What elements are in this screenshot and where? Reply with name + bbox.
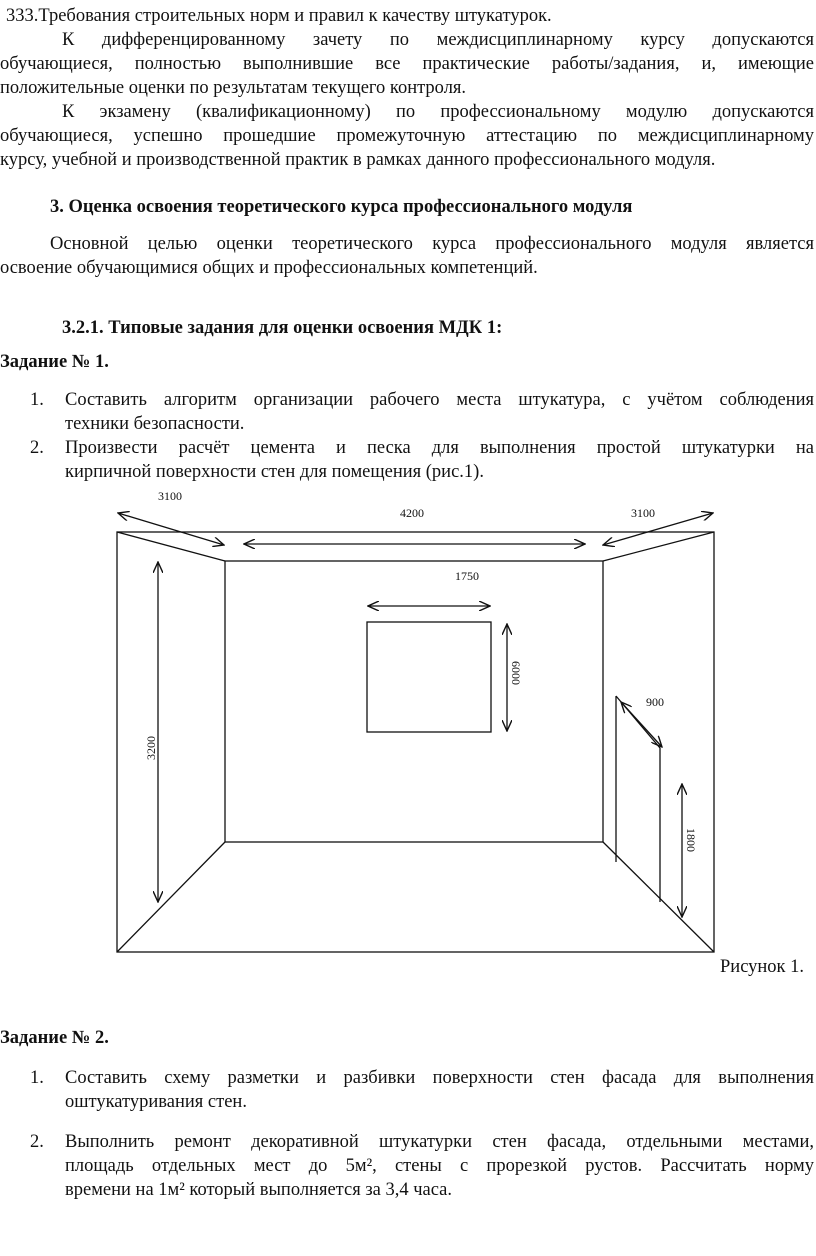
intro-paragraph-2-line-2: обучающиеся, успешно прошедшие промежуточную аттестацию по междисциплинарному — [0, 126, 814, 146]
task-2-item-1-line-2: оштукатуривания стен. — [65, 1092, 247, 1112]
label-left-wall-width: 3100 — [158, 489, 182, 503]
task-1-item-1-number: 1. — [30, 390, 44, 410]
intro-paragraph-2-line-1: К экзамену (квалификационному) по профессиональному модулю допускаются — [62, 102, 814, 122]
dim-arrow-right-wall — [603, 513, 713, 545]
task-2-item-2-line-2: площадь отдельных мест до 5м², стены с прорезкой рустов. Рассчитать норму — [65, 1156, 814, 1176]
label-room-height: 3200 — [144, 736, 158, 760]
window — [367, 622, 491, 732]
intro-paragraph-1-line-2: обучающиеся, полностью выполнившие все практические работы/задания, и, имеющие — [0, 54, 814, 74]
label-right-wall-width: 3100 — [631, 506, 655, 520]
figure-caption: Рисунок 1. — [720, 957, 805, 977]
door-outline — [616, 696, 660, 902]
task-1-title: Задание № 1. — [0, 352, 109, 372]
corner-bottom-right — [603, 842, 714, 952]
task-2-item-2-line-1: Выполнить ремонт декоративной штукатурки стен фасада, отдельными местами, — [65, 1132, 814, 1152]
dim-arrow-left-wall — [118, 513, 224, 545]
task-1-item-2-number: 2. — [30, 438, 44, 458]
back-wall — [225, 561, 603, 842]
label-window-width: 1750 — [455, 569, 479, 583]
task-2-title: Задание № 2. — [0, 1028, 109, 1048]
corner-top-right — [603, 532, 714, 561]
corner-bottom-left — [117, 842, 225, 952]
task-2-item-2-number: 2. — [30, 1132, 44, 1152]
task-1-item-2-line-1: Произвести расчёт цемента и песка для выполнения простой штукатурки на — [65, 438, 814, 458]
task-2-item-1-number: 1. — [30, 1068, 44, 1088]
subsection-heading: 3.2.1. Типовые задания для оценки освоения МДК 1: — [62, 318, 503, 338]
section-paragraph-line-1: Основной целью оценки теоретического курса профессионального модуля является — [50, 234, 814, 254]
task-1-item-1-line-1: Составить алгоритм организации рабочего места штукатура, с учётом соблюдения — [65, 390, 814, 410]
section-paragraph-line-2: освоение обучающимися общих и профессиональных компетенций. — [0, 258, 538, 278]
task-2-item-2-line-3: времени на 1м² который выполняется за 3,4 часа. — [65, 1180, 453, 1200]
intro-line: 333.Требования строительных норм и правил к качеству штукатурок. — [6, 6, 552, 26]
task-1-item-2-line-2: кирпичной поверхности стен для помещения (рис.1). — [65, 462, 484, 482]
task-1-item-1-line-2: техники безопасности. — [65, 414, 245, 434]
label-door-height: 1800 — [684, 828, 698, 852]
intro-paragraph-1-line-1: К дифференцированному зачету по междисциплинарному курсу допускаются — [62, 30, 814, 50]
corner-top-left — [117, 532, 225, 561]
intro-paragraph-1-line-3: положительные оценки по результатам текущего контроля. — [0, 78, 467, 98]
label-back-wall-width: 4200 — [400, 506, 424, 520]
intro-paragraph-2-line-3: курсу, учебной и производственной практик в рамках данного профессионального модуля. — [0, 150, 716, 170]
label-door-width: 900 — [646, 695, 664, 709]
task-2-item-1-line-1: Составить схему разметки и разбивки поверхности стен фасада для выполнения — [65, 1068, 814, 1088]
outer-frame — [117, 532, 714, 952]
label-window-height: 6000 — [509, 661, 523, 685]
section-heading: 3. Оценка освоения теоретического курса профессионального модуля — [50, 197, 633, 217]
